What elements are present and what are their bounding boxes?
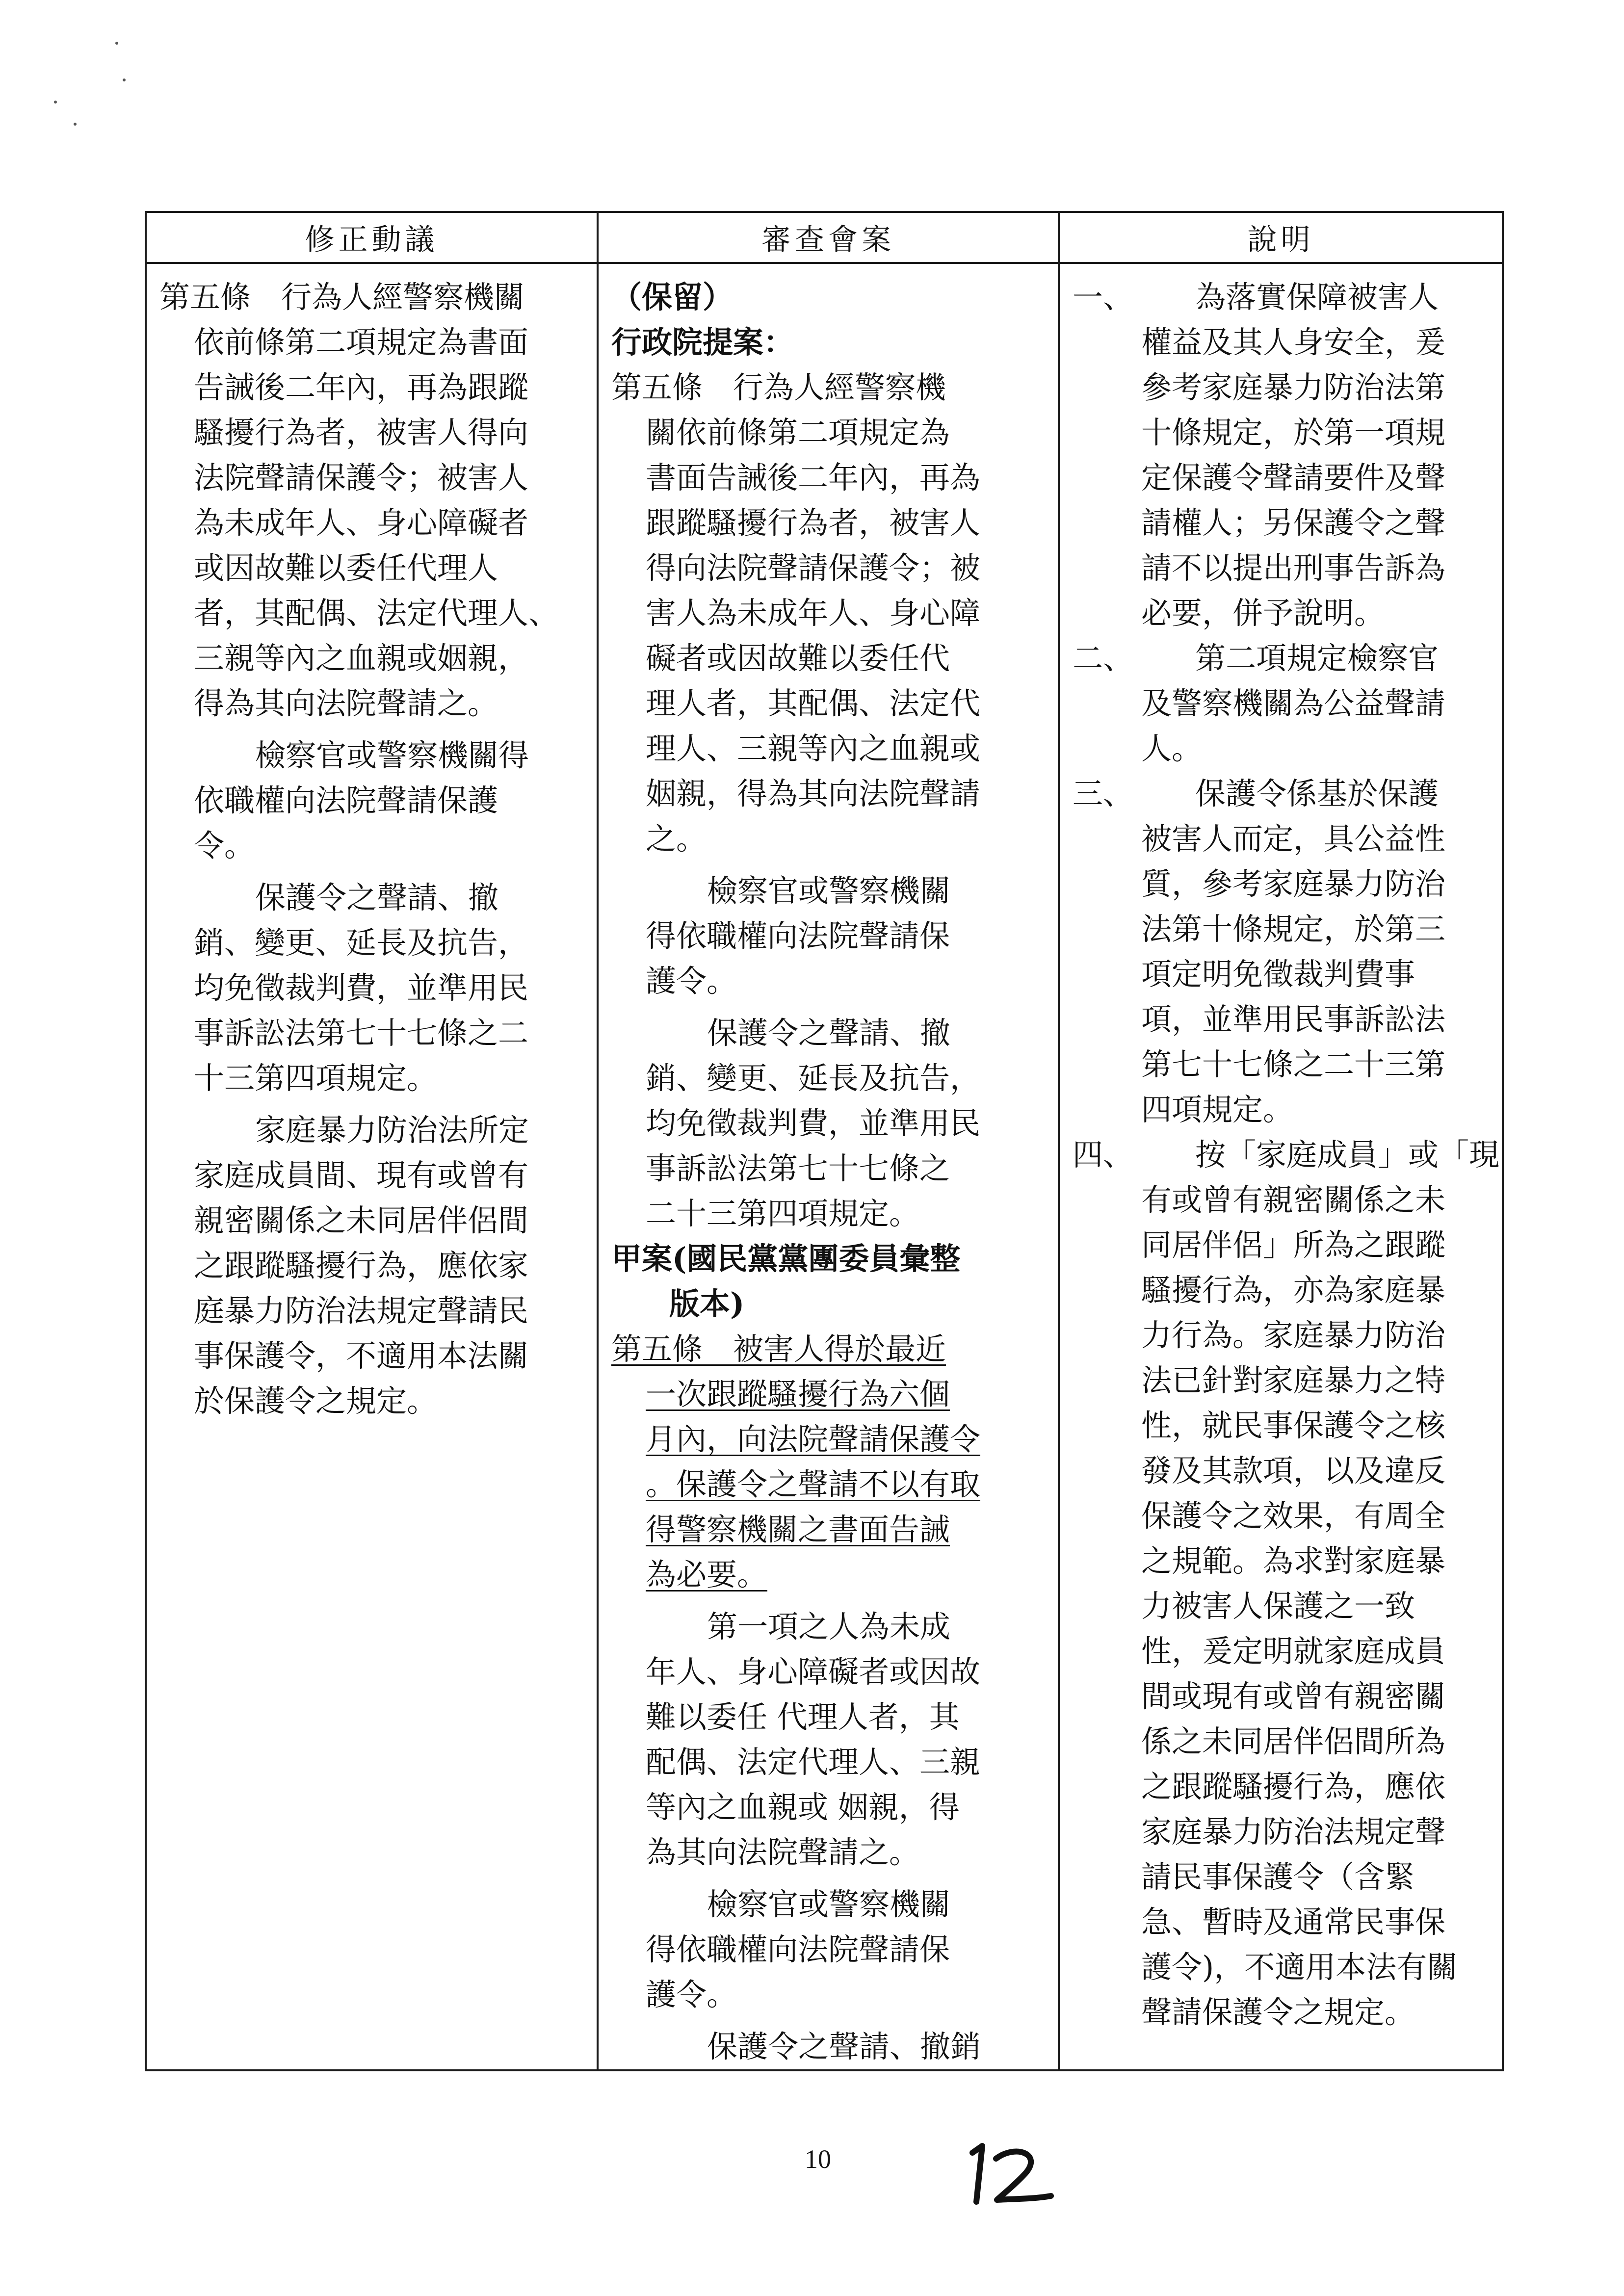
- text-line: 第七十七條之二十三第: [1141, 1046, 1446, 1082]
- text-line: 或因故難以委任代理人: [194, 550, 498, 586]
- text-line: 項定明免徵裁判費事: [1141, 956, 1415, 992]
- text-line: 護令)，不適用本法有關: [1141, 1949, 1458, 1985]
- text-line: 檢察官或警察機關: [707, 1886, 951, 1922]
- executive-article5-para2: [611, 868, 1045, 1004]
- text-line: 法已針對家庭暴力之特: [1141, 1362, 1446, 1398]
- text-line: 配偶、法定代理人、三親: [646, 1744, 981, 1780]
- text-line: 質，參考家庭暴力防治: [1141, 866, 1446, 902]
- text-line: 為未成年人、身心障礙者: [194, 505, 529, 541]
- text-line: 第五條 行為人經警察機: [611, 369, 946, 405]
- scan-speck: [123, 78, 126, 81]
- text-line: 均免徵裁判費，並準用民: [194, 970, 529, 1006]
- text-line: 保護令之聲請、撤: [707, 1015, 951, 1051]
- text-line: 親密關係之未同居伴侶間: [194, 1202, 529, 1238]
- text-line: 三親等內之血親或姻親，: [194, 640, 529, 676]
- text-line: 家庭成員間、現有或曾有: [194, 1157, 529, 1193]
- text-line: 二十三第四項規定。: [646, 1196, 920, 1231]
- text-line: 之跟蹤騷擾行為，應依: [1141, 1769, 1446, 1804]
- header-committee-version: 審查會案: [598, 212, 1059, 263]
- text-line: 按「家庭成員」或「現: [1195, 1137, 1500, 1173]
- text-line: 令。: [194, 828, 255, 863]
- text-line: 第五條 行為人經警察機關: [159, 279, 525, 315]
- text-line: 跟蹤騷擾行為者，被害人: [646, 505, 981, 541]
- text-line: 定保護令聲請要件及聲: [1141, 460, 1446, 496]
- executive-yuan-proposal-title: 行政院提案：: [611, 324, 794, 360]
- text-line: 理人、三親等內之血親或: [646, 731, 981, 766]
- text-line: 力行為。家庭暴力防治: [1141, 1317, 1446, 1353]
- text-line: 間或現有或曾有親密關: [1141, 1678, 1446, 1714]
- text-line: 之。: [646, 821, 707, 857]
- text-line: 得為其向法院聲請之。: [194, 685, 498, 721]
- text-line: 係之未同居伴侶間所為: [1141, 1723, 1446, 1759]
- text-line: 保護令之效果，有周全: [1141, 1498, 1446, 1534]
- text-line: 第一項之人為未成: [707, 1609, 951, 1644]
- text-line: 性，就民事保護令之核: [1141, 1408, 1446, 1443]
- amendment-article5-para2: [159, 733, 584, 868]
- text-line: 四項規定。: [1141, 1092, 1294, 1127]
- text-line: 保護令係基於保護: [1195, 776, 1439, 811]
- text-line: 第二項規定檢察官: [1195, 640, 1439, 676]
- item-number: 四、: [1073, 1137, 1134, 1173]
- text-line: 聲請保護令之規定。: [1141, 1994, 1415, 2030]
- text-line: 有或曾有親密關係之未: [1141, 1182, 1446, 1218]
- text-line: 之跟蹤騷擾行為，應依家: [194, 1248, 529, 1283]
- text-line: 事訴訟法第七十七條之二: [194, 1015, 529, 1051]
- text-line: 法院聲請保護令；被害人: [194, 460, 529, 496]
- text-line: 為其向法院聲請之。: [646, 1834, 920, 1870]
- text-line: 性，爰定明就家庭成員: [1141, 1633, 1446, 1669]
- text-line: 請權人；另保護令之聲: [1141, 505, 1446, 541]
- explanation-item-3: [1073, 771, 1489, 1132]
- executive-article5-para1: [611, 365, 1045, 861]
- item-number: 一、: [1073, 279, 1134, 315]
- text-line: 均免徵裁判費，並準用民: [646, 1105, 981, 1141]
- text-line: 急、暫時及通常民事保: [1141, 1904, 1446, 1940]
- text-line: 法第十條規定，於第三: [1141, 911, 1446, 947]
- text-line: 銷、變更、延長及抗告，: [194, 925, 529, 961]
- underlined-text: 一次跟蹤騷擾行為六個: [646, 1376, 950, 1412]
- handwritten-page-number: [962, 2139, 1055, 2208]
- text-line: 家庭暴力防治法規定聲: [1141, 1814, 1446, 1850]
- reserved-label: （保留）: [611, 279, 733, 315]
- header-amendment: 修正動議: [146, 212, 598, 263]
- text-line: 騷擾行為者，被害人得向: [194, 415, 529, 450]
- text-line: 礙者或因故難以委任代: [646, 640, 950, 676]
- text-line: 檢察官或警察機關得: [255, 737, 529, 773]
- text-line: 力被害人保護之一致: [1141, 1588, 1415, 1624]
- text-line: 護令。: [646, 1977, 737, 2012]
- text-line: 得依職權向法院聲請保: [646, 918, 950, 954]
- underlined-text: 月內，向法院聲請保護令: [646, 1421, 981, 1457]
- text-line: 為落實保障被害人: [1195, 279, 1439, 315]
- scan-speck: [54, 101, 57, 104]
- table-header-row: [146, 212, 1503, 263]
- text-line: 保護令之聲請、撤銷: [707, 2029, 981, 2064]
- text-line: 依前條第二項規定為書面: [194, 324, 529, 360]
- text-line: 騷擾行為，亦為家庭暴: [1141, 1272, 1446, 1308]
- underlined-text: 第五條 被害人得於最近: [611, 1331, 946, 1367]
- text-line: 參考家庭暴力防治法第: [1141, 369, 1446, 405]
- explanation-item-1: [1073, 275, 1489, 636]
- kmt-article5-para2: [611, 1604, 1045, 1875]
- explanation-cell: [1059, 263, 1503, 2070]
- text-line: 理人者，其配偶、法定代: [646, 685, 981, 721]
- text-line: 書面告誡後二年內，再為: [646, 460, 981, 496]
- text-line: 家庭暴力防治法所定: [255, 1112, 529, 1148]
- amendment-article5-para3: [159, 875, 584, 1101]
- text-line: 之規範。為求對家庭暴: [1141, 1543, 1446, 1579]
- text-line: 告誡後二年內，再為跟蹤: [194, 369, 529, 405]
- text-line: 得依職權向法院聲請保: [646, 1931, 950, 1967]
- text-line: 於保護令之規定。: [194, 1383, 438, 1419]
- underlined-text: 為必要。: [646, 1557, 768, 1592]
- text-line: 等內之血親或 姻親，得: [646, 1789, 960, 1825]
- text-line: 人。: [1141, 731, 1203, 766]
- kmt-version-title: 甲案(國民黨黨團委員彙整: [611, 1241, 961, 1277]
- text-line: 年人、身心障礙者或因故: [646, 1654, 981, 1690]
- kmt-article5-para3: [611, 1882, 1045, 2017]
- explanation-item-2: [1073, 636, 1489, 771]
- text-line: 項，並準用民事訴訟法: [1141, 1001, 1446, 1037]
- amendment-article5-para1: [159, 275, 584, 726]
- scan-speck: [115, 42, 118, 45]
- text-line: 依職權向法院聲請保護: [194, 783, 498, 818]
- text-line: 難以委任 代理人者，其: [646, 1699, 960, 1735]
- item-number: 二、: [1073, 640, 1134, 676]
- text-line: 權益及其人身安全，爰: [1141, 324, 1446, 360]
- explanation-item-4: [1073, 1132, 1500, 2035]
- text-line: 事保護令，不適用本法關: [194, 1338, 529, 1374]
- text-line: 害人為未成年人、身心障: [646, 595, 981, 631]
- text-line: 請民事保護令（含緊: [1141, 1859, 1415, 1895]
- table-body-row: [146, 263, 1503, 2070]
- text-line: 關依前條第二項規定為: [646, 415, 950, 450]
- text-line: 同居伴侶」所為之跟蹤: [1141, 1227, 1446, 1263]
- text-line: 檢察官或警察機關: [707, 873, 951, 909]
- amendment-cell: [146, 263, 598, 2070]
- page-number: 10: [805, 2144, 831, 2174]
- text-line: 請不以提出刑事告訴為: [1141, 550, 1446, 586]
- text-line: 十條規定，於第一項規: [1141, 415, 1446, 450]
- item-number: 三、: [1073, 776, 1134, 811]
- underlined-text: 。保護令之聲請不以有取: [646, 1466, 981, 1502]
- text-line: 十三第四項規定。: [194, 1060, 438, 1096]
- text-line: 姻親，得為其向法院聲請: [646, 776, 981, 811]
- text-line: 者，其配偶、法定代理人、: [194, 595, 559, 631]
- committee-version-cell: [598, 263, 1059, 2070]
- header-explanation: 說明: [1059, 212, 1503, 263]
- text-line: 庭暴力防治法規定聲請民: [194, 1293, 529, 1329]
- text-line: 銷、變更、延長及抗告，: [646, 1060, 981, 1096]
- text-line: 得向法院聲請保護令；被: [646, 550, 981, 586]
- executive-article5-para3: [611, 1011, 1045, 1236]
- text-line: 事訴訟法第七十七條之: [646, 1150, 950, 1186]
- text-line: 及警察機關為公益聲請: [1141, 685, 1446, 721]
- kmt-article5-para4: [611, 2024, 1045, 2069]
- text-line: 被害人而定，具公益性: [1141, 821, 1446, 857]
- amendment-article5-para4: [159, 1108, 584, 1424]
- underlined-text: 得警察機關之書面告誡: [646, 1512, 950, 1547]
- text-line: 護令。: [646, 963, 737, 999]
- kmt-article5-para1: [611, 1327, 1045, 1597]
- scan-speck: [74, 123, 77, 126]
- text-line: 發及其款項，以及違反: [1141, 1453, 1446, 1488]
- comparison-table: [145, 211, 1504, 2071]
- text-line: 保護令之聲請、撤: [255, 880, 499, 915]
- text-line: 必要，併予說明。: [1141, 595, 1385, 631]
- kmt-version-title-cont: 版本): [669, 1286, 745, 1322]
